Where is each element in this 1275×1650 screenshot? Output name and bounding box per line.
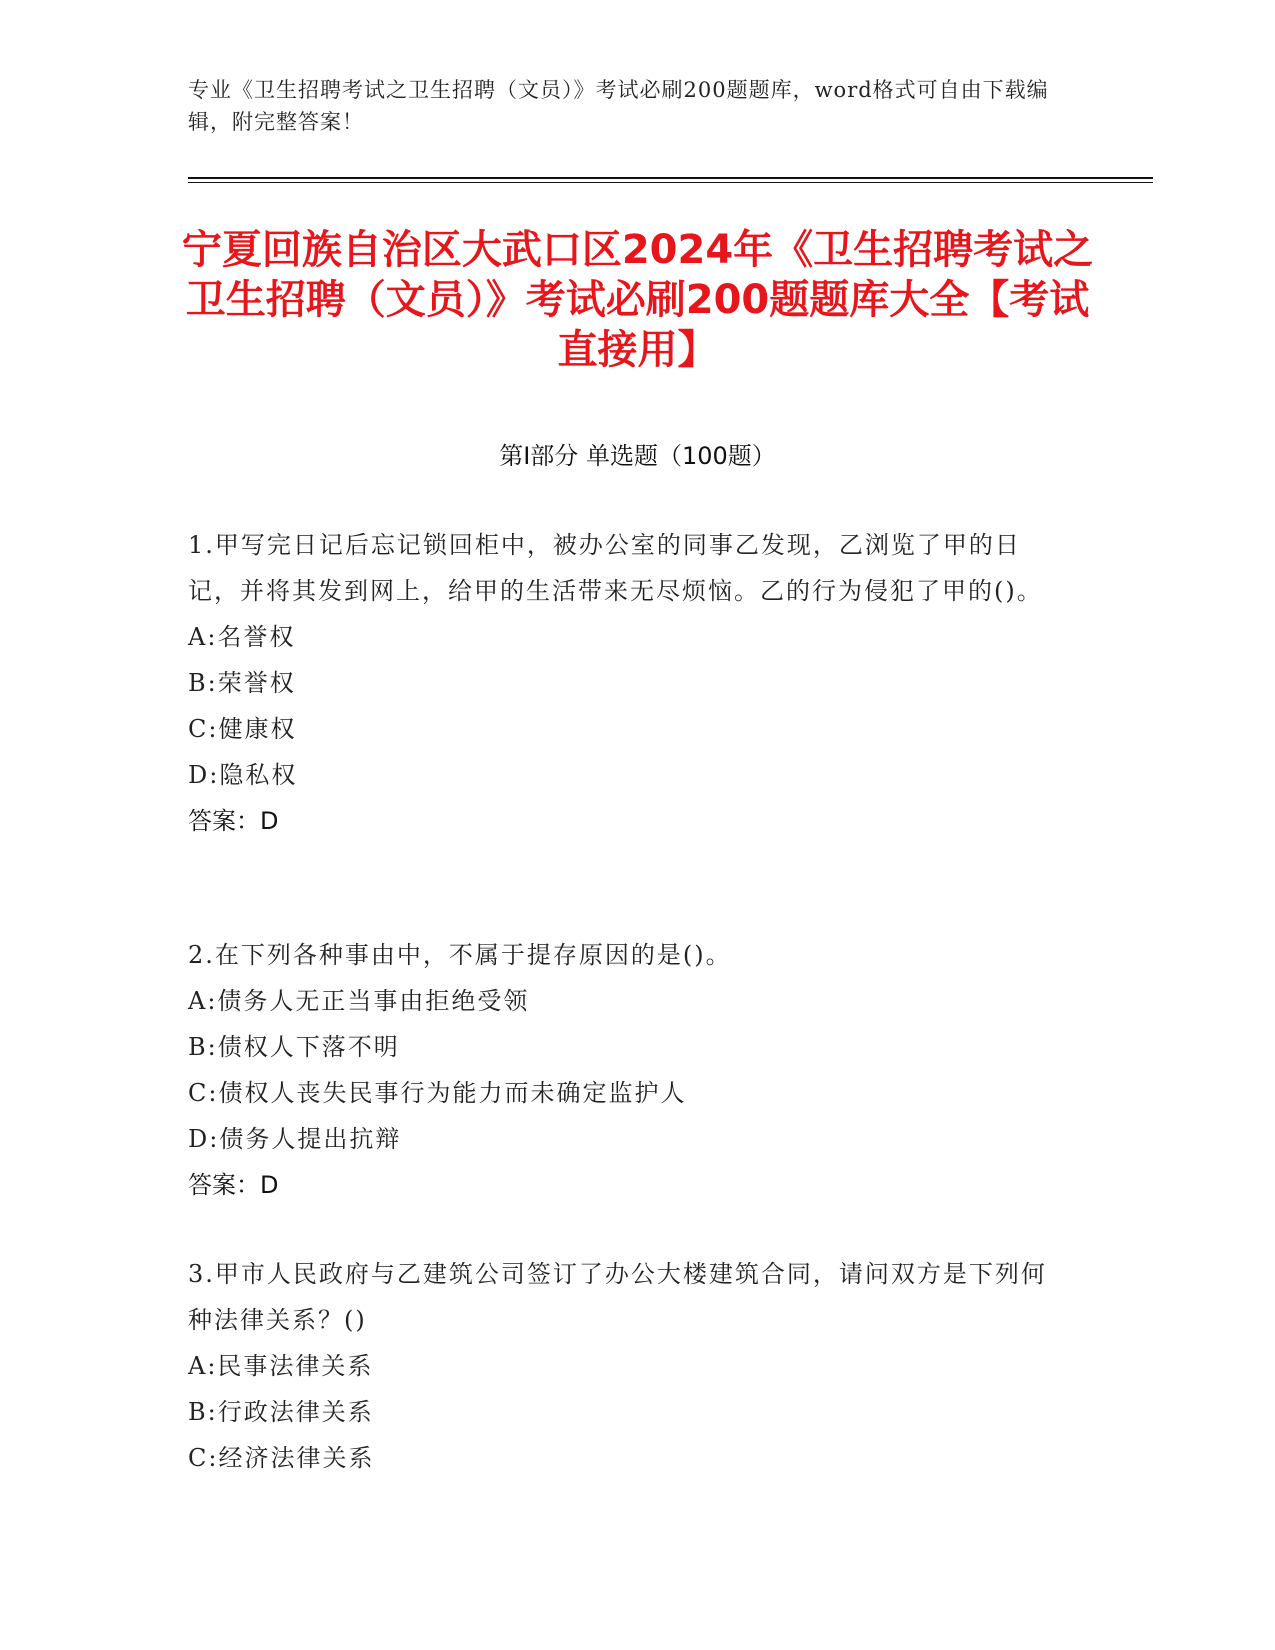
document-title: 宁夏回族自治区大武口区2024年《卫生招聘考试之卫生招聘（文员）》考试必刷200题题库大全【考试直接用】	[181, 227, 1094, 373]
option-c: C:健康权	[188, 715, 297, 743]
option-a: A:债务人无正当事由拒绝受领	[188, 987, 530, 1015]
option-d: D:债务人提出抗辩	[188, 1125, 402, 1153]
header-divider	[188, 177, 1153, 179]
question-3	[188, 1251, 1068, 1481]
option-d: D:隐私权	[188, 761, 298, 789]
option-a: A:名誉权	[188, 623, 296, 651]
option-b: B:行政法律关系	[188, 1398, 374, 1426]
question-stem: 1.甲写完日记后忘记锁回柜中，被办公室的同事乙发现，乙浏览了甲的日记，并将其发到网上，给甲的生活带来无尽烦恼。乙的行为侵犯了甲的()。	[188, 531, 1043, 605]
option-b: B:债权人下落不明	[188, 1033, 400, 1061]
section-title: 第Ⅰ部分 单选题（100题）	[499, 442, 776, 470]
header-note: 专业《卫生招聘考试之卫生招聘（文员）》考试必刷200题题库，word格式可自由下载编辑，附完整答案！	[188, 78, 1049, 134]
question-2	[188, 932, 1068, 1208]
answer: 答案：D	[188, 807, 279, 835]
option-c: C:债权人丧失民事行为能力而未确定监护人	[188, 1079, 687, 1107]
header-divider-thin	[188, 182, 1153, 183]
option-a: A:民事法律关系	[188, 1352, 374, 1380]
option-b: B:荣誉权	[188, 669, 296, 697]
option-c: C:经济法律关系	[188, 1444, 375, 1472]
question-1	[188, 522, 1068, 844]
question-stem: 2.在下列各种事由中，不属于提存原因的是()。	[188, 941, 732, 969]
question-stem: 3.甲市人民政府与乙建筑公司签订了办公大楼建筑合同，请问双方是下列何种法律关系？()	[188, 1260, 1047, 1334]
answer: 答案：D	[188, 1171, 279, 1199]
